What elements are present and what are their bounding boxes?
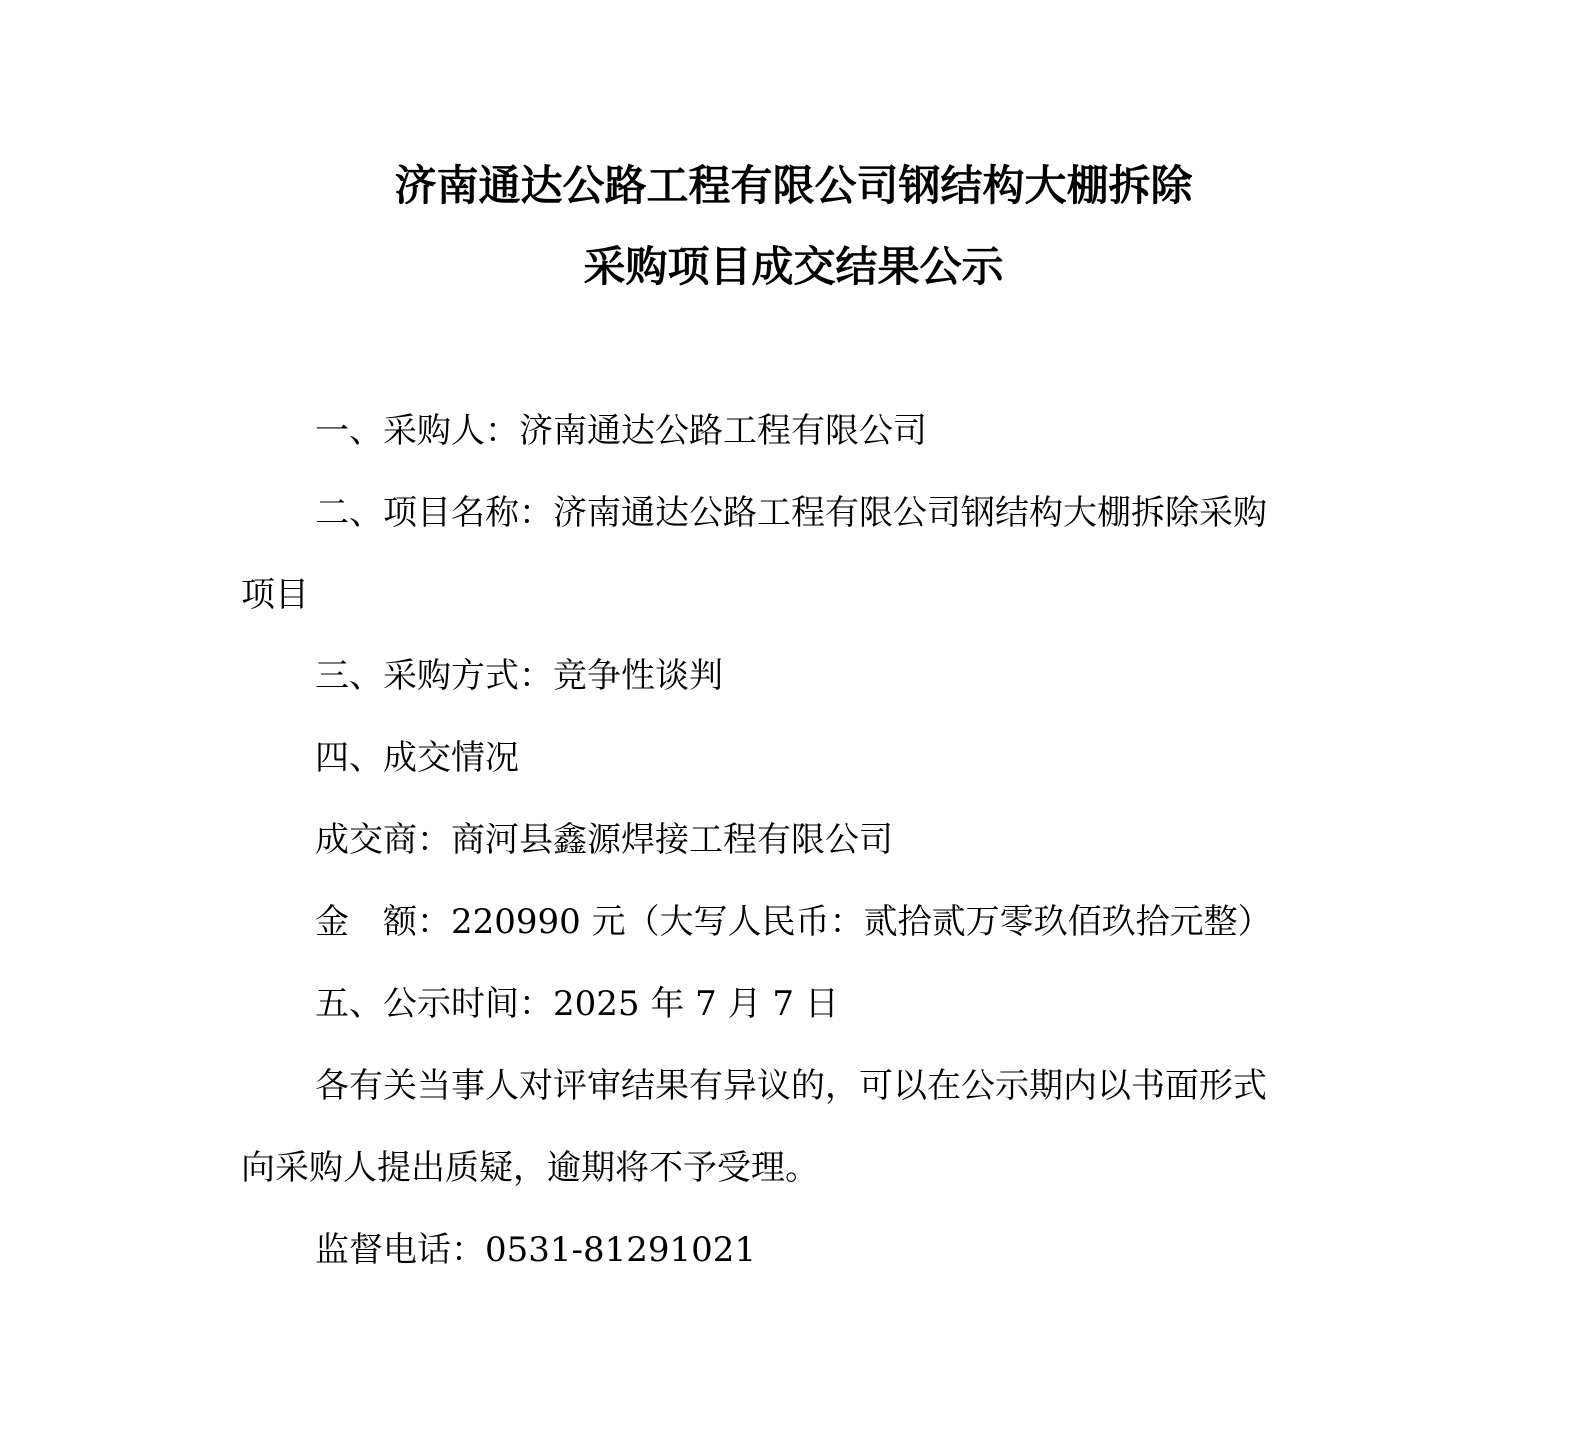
document-title-line-1: 济南通达公路工程有限公司钢结构大棚拆除 <box>394 161 1193 210</box>
publicity-time-value: 2025 年 7 月 7 日 <box>553 984 839 1024</box>
publicity-time-label: 五、公示时间： <box>315 984 553 1024</box>
procurement-method-value: 竞争性谈判 <box>553 656 723 696</box>
supplier-value: 商河县鑫源焊接工程有限公司 <box>451 820 893 860</box>
project-name-line <box>315 489 1267 537</box>
supplier-line <box>315 816 893 864</box>
purchaser-value: 济南通达公路工程有限公司 <box>519 411 927 451</box>
procurement-method-line <box>315 652 723 700</box>
amount-value: 220990 元（大写人民币：贰拾贰万零玖佰玖拾元整） <box>451 902 1272 942</box>
supervision-phone-line <box>315 1226 756 1274</box>
objection-notice-line-2: 向采购人提出质疑，逾期将不予受理。 <box>241 1148 819 1188</box>
publicity-time-line <box>315 980 839 1028</box>
document-title-line-2: 采购项目成交结果公示 <box>583 242 1004 291</box>
supervision-phone-label: 监督电话： <box>315 1230 485 1270</box>
supplier-label: 成交商： <box>315 820 451 860</box>
deal-info-heading: 四、成交情况 <box>315 738 519 778</box>
project-name-continuation: 项目 <box>241 575 309 615</box>
amount-label-first: 金 <box>315 902 349 942</box>
project-name-value: 济南通达公路工程有限公司钢结构大棚拆除采购 <box>553 493 1267 533</box>
amount-label-second: 额： <box>383 902 451 942</box>
procurement-method-label: 三、采购方式： <box>315 656 553 696</box>
project-name-label: 二、项目名称： <box>315 493 553 533</box>
purchaser-label: 一、采购人： <box>315 411 519 451</box>
supervision-phone-value: 0531-81291021 <box>485 1230 757 1270</box>
objection-notice-line-1: 各有关当事人对评审结果有异议的，可以在公示期内以书面形式 <box>315 1066 1267 1106</box>
purchaser-line <box>315 407 927 455</box>
amount-line <box>315 898 1272 946</box>
